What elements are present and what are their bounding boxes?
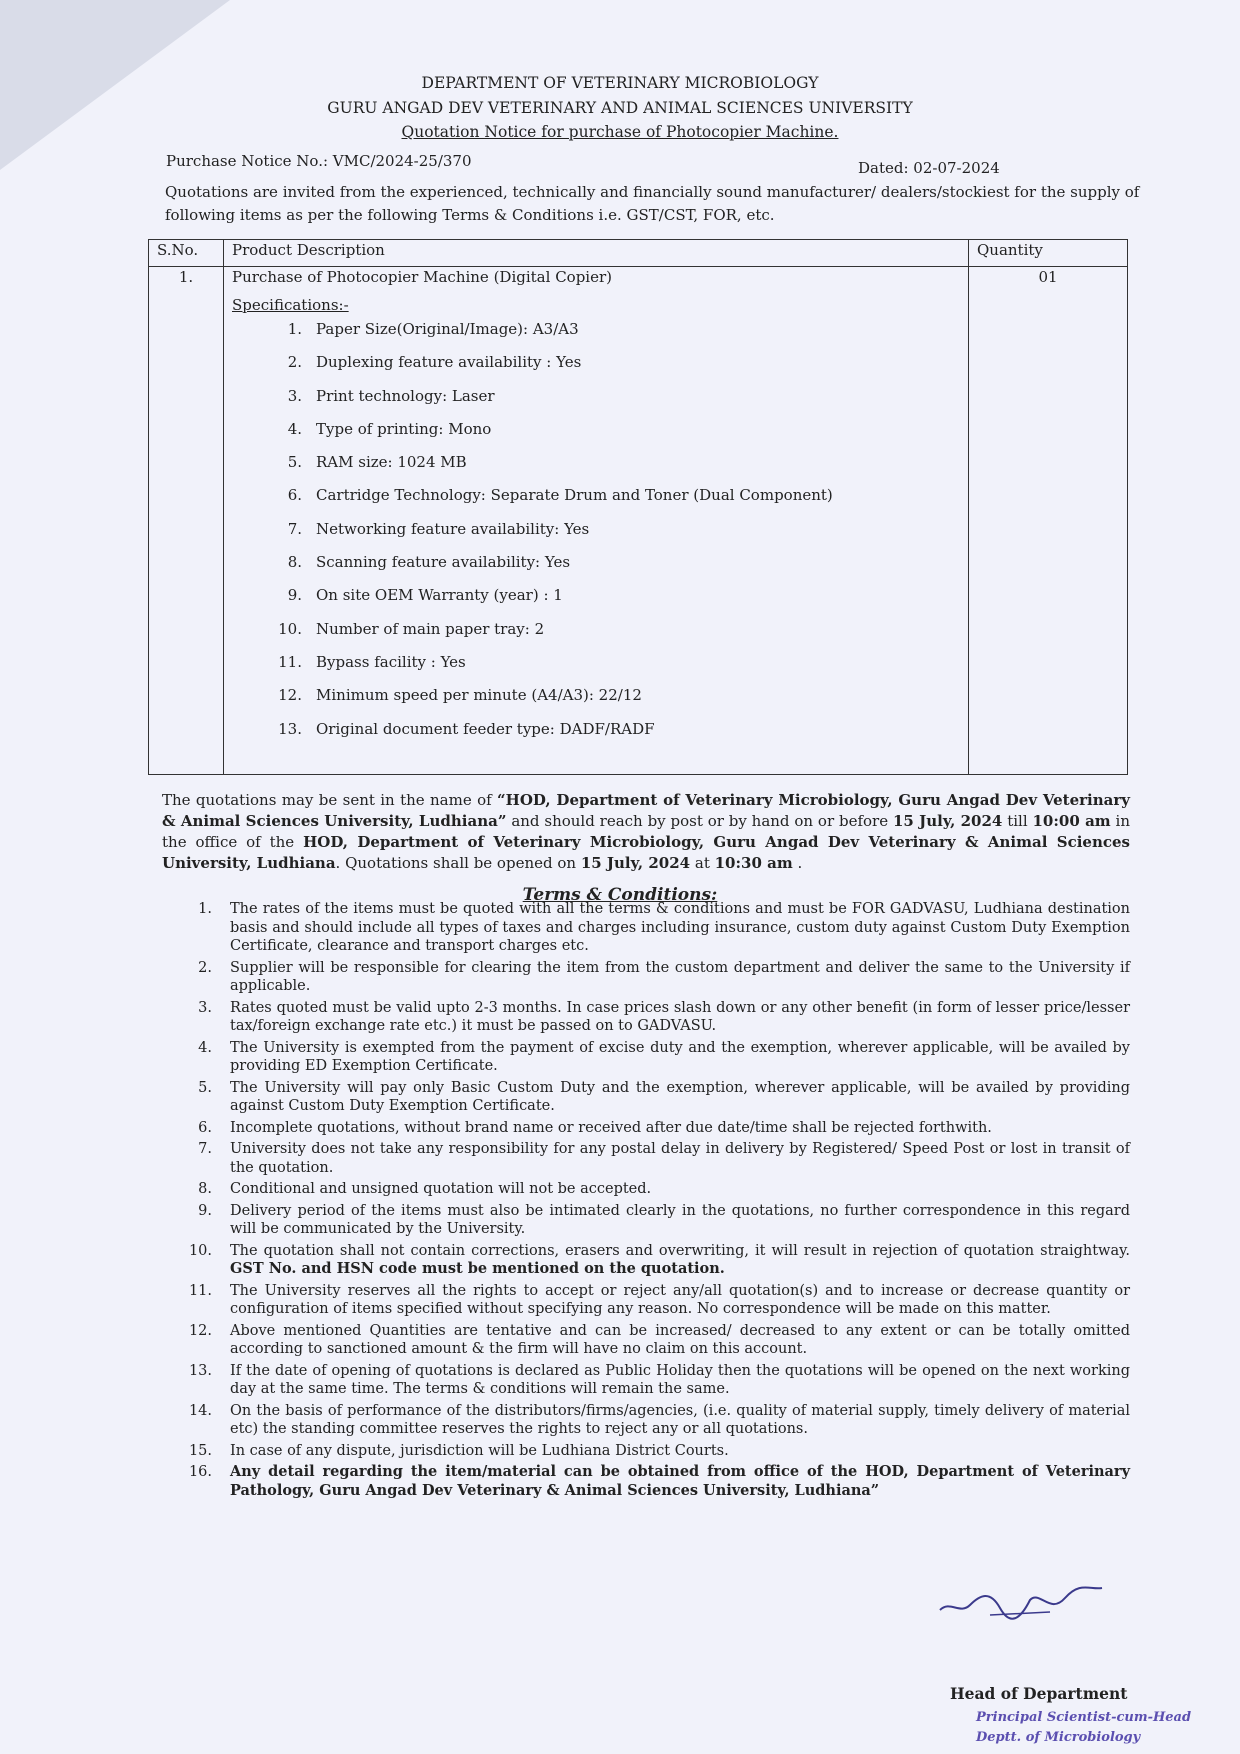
spec-number: 5. <box>287 453 302 472</box>
para-text: . Quotations shall be opened on <box>335 854 581 872</box>
term-item <box>180 1079 1130 1116</box>
spec-text: Original document feeder type: DADF/RADF <box>316 719 655 738</box>
notice-intro: Quotations are invited from the experienced, technically and financially sound manufacturer/ dealers/stockiest for the supply of following items as per the following Terms & Conditions i.e. GST/CST, FOR, etc. <box>165 183 1140 224</box>
spec-text: Cartridge Technology: Separate Drum and Toner (Dual Component) <box>316 486 833 505</box>
term-text: The University will pay only Basic Custom Duty and the exemption, wherever applicable, will be availed by providing against Custom Duty Exemption Certificate. <box>230 1079 1130 1114</box>
term-text: The University reserves all the rights to accept or reject any/all quotation(s) and to increase or decrease quantity or configuration of items specified without specifying any reason. No correspondence will be made on this matter. <box>230 1282 1130 1317</box>
spec-number: 12. <box>278 686 302 705</box>
term-emphasis: GST No. and HSN code must be mentioned on the quotation. <box>230 1260 725 1277</box>
spec-number: 1. <box>287 320 302 338</box>
department-heading: DEPARTMENT OF VETERINARY MICROBIOLOGY <box>421 74 819 92</box>
term-number: 15. <box>188 1442 212 1459</box>
spec-text: Networking feature availability: Yes <box>316 519 590 538</box>
spec-item <box>262 486 960 519</box>
term-number: 12. <box>188 1322 212 1339</box>
term-item <box>180 1119 1130 1138</box>
table-row <box>149 267 1128 775</box>
term-text: The rates of the items must be quoted with all the terms & conditions and must be FOR GADVASU, Ludhiana destination basis and should include all types of taxes and charges including insurance, custom duty against Custom Duty Exemption Certificate, clearance and transport charges etc. <box>230 901 1130 954</box>
spec-text: Type of printing: Mono <box>316 419 492 438</box>
spec-item <box>262 653 960 686</box>
spec-item <box>262 553 960 586</box>
para-text: in the office of the <box>162 812 1130 851</box>
term-text: University does not take any responsibility for any postal delay in delivery by Registered/ Speed Post or lost in transit of the quotation. <box>230 1141 1130 1176</box>
term-number: 14. <box>188 1402 212 1419</box>
spec-number: 7. <box>287 519 302 538</box>
para-due-date: 15 July, 2024 <box>892 812 1003 830</box>
term-text: Rates quoted must be valid upto 2-3 months. In case prices slash down or any other benefit (in form of lesser price/lesser tax/foreign exchange rate etc.) it must be passed on to GADVASU. <box>230 999 1130 1034</box>
term-text: Supplier will be responsible for clearing the item from the custom department and deliver the same to the University if applicable. <box>230 959 1130 994</box>
spec-item <box>262 686 960 719</box>
term-text: On the basis of performance of the distributors/firms/agencies, (i.e. quality of material supply, timely delivery of material etc) the standing committee reserves the rights to reject any or all quotations. <box>230 1402 1130 1437</box>
spec-text: RAM size: 1024 MB <box>316 453 467 472</box>
term-item <box>180 1140 1130 1177</box>
product-table <box>148 239 1128 775</box>
para-text: at <box>690 854 715 872</box>
spec-number: 13. <box>278 719 302 738</box>
term-text: Incomplete quotations, without brand name or received after due date/time shall be rejected forthwith. <box>230 1119 992 1136</box>
terms-list <box>180 900 1130 1503</box>
spec-item <box>262 387 960 420</box>
term-emphasis: Any detail regarding the item/material can be obtained from office of the HOD, Department of Veterinary Pathology, Guru Angad Dev Veterinary & Animal Sciences University, Ludhiana” <box>230 1463 1130 1499</box>
spec-text: Duplexing feature availability : Yes <box>316 353 582 372</box>
spec-text: Scanning feature availability: Yes <box>316 553 571 572</box>
spec-number: 10. <box>278 619 302 638</box>
term-number: 1. <box>198 901 212 917</box>
header-description: Product Description <box>224 240 969 267</box>
term-item <box>180 1202 1130 1239</box>
para-due-time: 10:00 am <box>1032 812 1111 830</box>
stamp-line-2: Deptt. of Microbiology <box>976 1730 1141 1745</box>
term-text: If the date of opening of quotations is declared as Public Holiday then the quotations will be opened on the next working day at the same time. The terms & conditions will remain the same. <box>230 1362 1130 1397</box>
para-addressee: “HOD, Department of Veterinary Microbiology, Guru Angad Dev Veterinary & Animal Sciences University, Ludhiana” <box>162 791 1130 830</box>
spec-item <box>262 620 960 653</box>
term-number: 8. <box>198 1181 212 1197</box>
spec-item <box>262 320 960 353</box>
term-number: 5. <box>198 1079 212 1096</box>
spec-text: Paper Size(Original/Image): A3/A3 <box>316 320 579 338</box>
term-item <box>180 1402 1130 1439</box>
para-office: HOD, Department of Veterinary Microbiology, Guru Angad Dev Veterinary & Animal Sciences University, Ludhiana <box>162 833 1130 872</box>
spec-number: 3. <box>287 386 302 405</box>
term-item <box>180 1039 1130 1076</box>
spec-text: Bypass facility : Yes <box>316 652 466 671</box>
spec-number: 8. <box>287 553 302 572</box>
specifications-label: Specifications:- <box>232 296 349 314</box>
row-description-cell <box>224 267 969 775</box>
term-number: 11. <box>188 1282 212 1299</box>
table-header-row <box>149 240 1128 267</box>
notice-number: Purchase Notice No.: VMC/2024-25/370 <box>166 152 472 170</box>
term-item <box>180 1282 1130 1319</box>
spec-text: Minimum speed per minute (A4/A3): 22/12 <box>316 686 642 705</box>
spec-number: 6. <box>287 486 302 505</box>
para-text: . <box>792 854 803 872</box>
term-item <box>180 1442 1130 1461</box>
specifications-list <box>232 320 960 753</box>
notice-date: Dated: 02-07-2024 <box>858 159 1000 177</box>
term-text: In case of any dispute, jurisdiction will be Ludhiana District Courts. <box>230 1442 729 1459</box>
term-text: The University is exempted from the payment of excise duty and the exemption, wherever applicable, will be availed by providing ED Exemption Certificate. <box>230 1039 1130 1074</box>
term-text: Conditional and unsigned quotation will not be accepted. <box>230 1181 652 1197</box>
para-text: The quotations may be sent in the name of <box>162 791 498 809</box>
spec-text: On site OEM Warranty (year) : 1 <box>316 586 563 605</box>
term-number: 2. <box>198 959 212 976</box>
para-text: till <box>1002 812 1033 830</box>
spec-item <box>262 453 960 486</box>
term-number: 13. <box>188 1362 212 1379</box>
university-heading: GURU ANGAD DEV VETERINARY AND ANIMAL SCIENCES UNIVERSITY <box>327 99 913 117</box>
product-description: Purchase of Photocopier Machine (Digital Copier) <box>232 268 612 286</box>
spec-item <box>262 520 960 553</box>
term-item <box>180 1180 1130 1199</box>
term-text: Delivery period of the items must also be intimated clearly in the quotations, no further correspondence in this regard will be communicated by the University. <box>230 1202 1130 1237</box>
header-sno: S.No. <box>149 240 224 267</box>
term-item <box>180 1242 1130 1279</box>
terms-heading: Terms & Conditions: <box>522 885 718 905</box>
spec-number: 4. <box>287 419 302 438</box>
spec-item <box>262 420 960 453</box>
term-text: The quotation shall not contain corrections, erasers and overwriting, it will result in rejection of quotation straightway. <box>230 1242 1130 1259</box>
term-number: 10. <box>188 1242 212 1259</box>
handwritten-signature <box>930 1570 1110 1630</box>
term-text: Above mentioned Quantities are tentative and can be increased/ decreased to any extent or can be totally omitted according to sanctioned amount & the firm will have no claim on this account. <box>230 1322 1130 1357</box>
term-number: 16. <box>188 1464 212 1480</box>
spec-item <box>262 586 960 619</box>
para-text: and should reach by post or by hand on or before <box>506 812 893 830</box>
spec-number: 9. <box>287 586 302 605</box>
stamp-line-1: Principal Scientist-cum-Head <box>976 1710 1192 1725</box>
spec-text: Number of main paper tray: 2 <box>316 619 545 638</box>
spec-item <box>262 353 960 386</box>
notice-title: Quotation Notice for purchase of Photocopier Machine. <box>401 123 839 141</box>
row-quantity: 01 <box>969 267 1128 775</box>
term-number: 7. <box>198 1141 212 1157</box>
row-sno: 1. <box>149 267 224 775</box>
term-number: 6. <box>198 1119 212 1136</box>
signatory-title: Head of Department <box>950 1684 1128 1703</box>
spec-number: 11. <box>278 652 302 671</box>
spec-text: Print technology: Laser <box>316 386 495 405</box>
spec-item <box>262 720 960 753</box>
term-item <box>180 999 1130 1036</box>
para-opening-time: 10:30 am <box>714 854 793 872</box>
term-number: 3. <box>198 999 212 1016</box>
term-item <box>180 900 1130 956</box>
submission-paragraph <box>162 790 1130 874</box>
term-item <box>180 1362 1130 1399</box>
term-number: 9. <box>198 1202 212 1219</box>
term-item <box>180 1322 1130 1359</box>
term-number: 4. <box>198 1039 212 1056</box>
term-item <box>180 959 1130 996</box>
term-item <box>180 1463 1130 1500</box>
header-quantity: Quantity <box>969 240 1128 267</box>
spec-number: 2. <box>287 353 302 372</box>
para-opening-date: 15 July, 2024 <box>580 854 691 872</box>
